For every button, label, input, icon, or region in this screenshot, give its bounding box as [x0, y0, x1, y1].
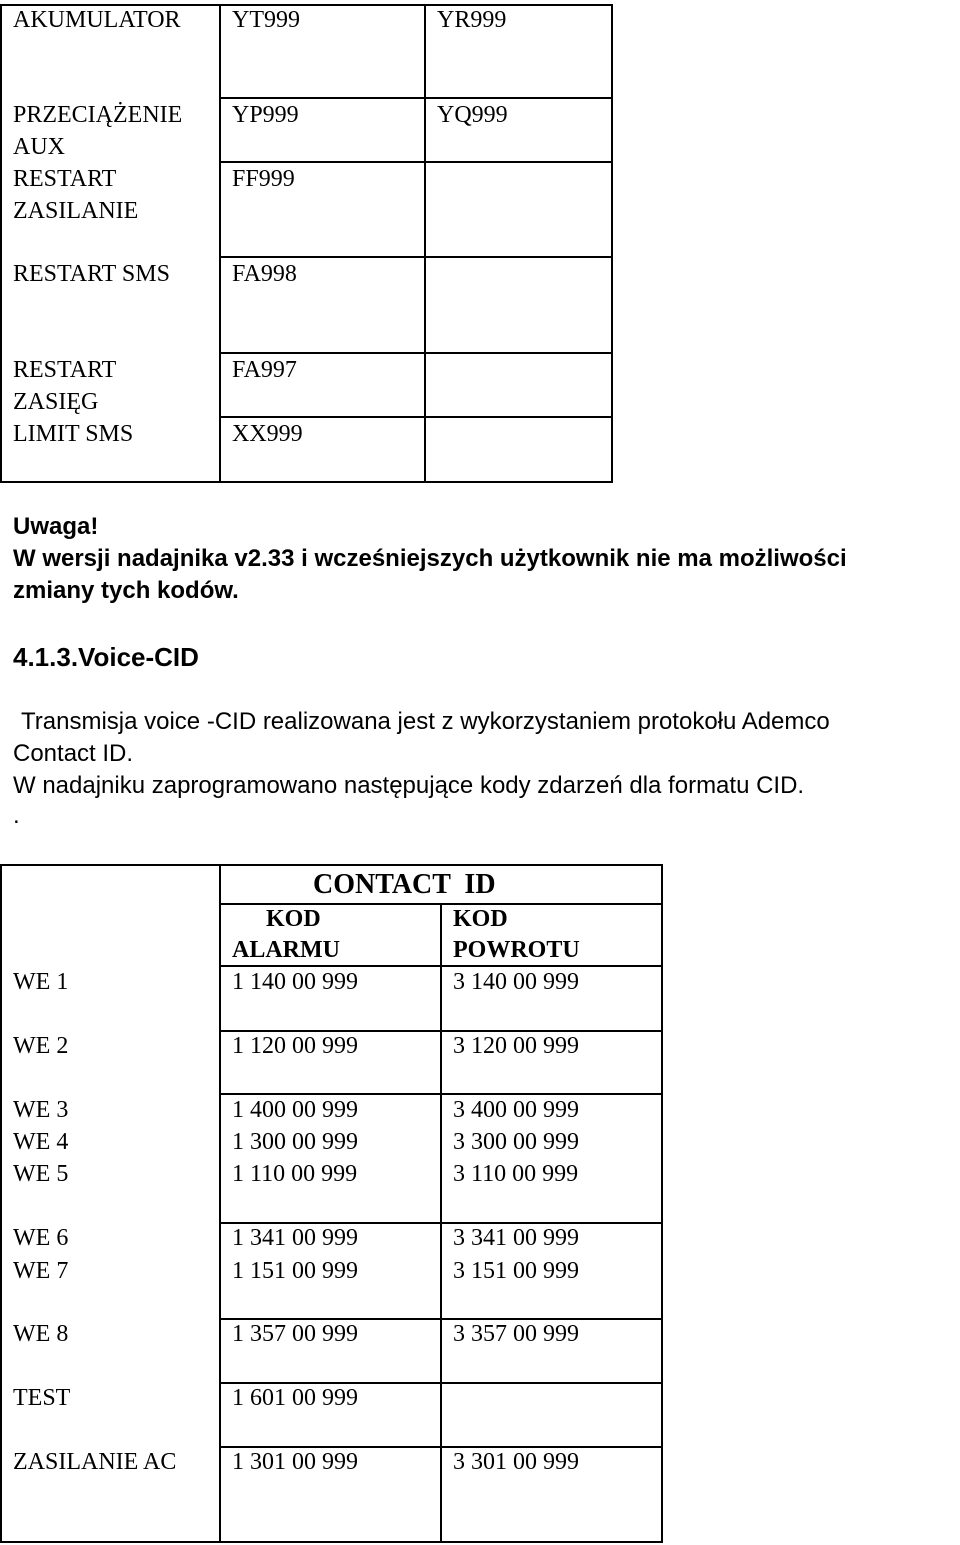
table-border — [0, 4, 2, 483]
column-header-alarm: KOD — [266, 906, 321, 932]
event-code: FA997 — [232, 357, 297, 383]
column-header-alarm: ALARMU — [232, 937, 340, 963]
input-label: WE 7 — [13, 1258, 69, 1284]
input-label: WE 2 — [13, 1033, 69, 1059]
event-code: YP999 — [232, 102, 299, 128]
event-name: LIMIT SMS — [13, 421, 134, 447]
paragraph: W nadajniku zaprogramowano następujące kody zdarzeń dla formatu CID. — [13, 772, 805, 799]
table-title: CONTACT ID — [313, 869, 496, 900]
restore-code: 3 341 00 999 — [453, 1225, 579, 1251]
alarm-code: 1 151 00 999 — [232, 1258, 358, 1284]
restore-code: 3 300 00 999 — [453, 1129, 579, 1155]
alarm-code: 1 120 00 999 — [232, 1033, 358, 1059]
event-name: PRZECIĄŻENIE — [13, 102, 183, 128]
note-text: W wersji nadajnika v2.33 i wcześniejszych użytkownik nie ma możliwości — [13, 545, 847, 572]
alarm-code: 1 110 00 999 — [232, 1161, 358, 1187]
restore-code: 3 400 00 999 — [453, 1097, 579, 1123]
input-label: TEST — [13, 1385, 71, 1411]
section-heading: 4.1.3.Voice-CID — [13, 642, 199, 672]
note-text: zmiany tych kodów. — [13, 577, 239, 604]
restore-code: 3 301 00 999 — [453, 1449, 579, 1475]
event-code: XX999 — [232, 421, 303, 447]
alarm-code: 1 301 00 999 — [232, 1449, 358, 1475]
input-label: WE 5 — [13, 1161, 69, 1187]
restore-code: 3 140 00 999 — [453, 969, 579, 995]
alarm-code: 1 341 00 999 — [232, 1225, 358, 1251]
input-label: WE 6 — [13, 1225, 69, 1251]
column-header-restore: POWROTU — [453, 937, 580, 963]
note-title: Uwaga! — [13, 513, 99, 540]
paragraph: . — [13, 802, 20, 829]
table-border — [0, 864, 663, 866]
restore-code: 3 151 00 999 — [453, 1258, 579, 1284]
event-name: RESTART SMS — [13, 261, 170, 287]
paragraph: Transmisja voice -CID realizowana jest z wykorzystaniem protokołu Ademco — [21, 708, 830, 735]
input-label: WE 4 — [13, 1129, 69, 1155]
input-label: WE 1 — [13, 969, 69, 995]
restore-code: 3 120 00 999 — [453, 1033, 579, 1059]
event-name: RESTART — [13, 166, 117, 192]
event-code: YQ999 — [437, 102, 508, 128]
table-border — [611, 4, 613, 483]
table-border — [0, 1541, 663, 1543]
table-border — [424, 4, 426, 483]
event-name: ZASIĘG — [13, 389, 99, 415]
table-border — [0, 864, 2, 1543]
paragraph: Contact ID. — [13, 740, 134, 767]
column-header-restore: KOD — [453, 906, 508, 932]
alarm-code: 1 601 00 999 — [232, 1385, 358, 1411]
event-name: ZASILANIE — [13, 198, 139, 224]
event-code: YT999 — [232, 7, 300, 33]
event-code: FF999 — [232, 166, 295, 192]
alarm-code: 1 400 00 999 — [232, 1097, 358, 1123]
restore-code: 3 357 00 999 — [453, 1321, 579, 1347]
event-name: AKUMULATOR — [13, 7, 181, 33]
input-label: WE 8 — [13, 1321, 69, 1347]
table-border — [219, 4, 221, 483]
event-code: YR999 — [437, 7, 507, 33]
table-border — [0, 481, 613, 483]
alarm-code: 1 140 00 999 — [232, 969, 358, 995]
alarm-code: 1 357 00 999 — [232, 1321, 358, 1347]
event-code: FA998 — [232, 261, 297, 287]
event-name: RESTART — [13, 357, 117, 383]
restore-code: 3 110 00 999 — [453, 1161, 579, 1187]
event-name: AUX — [13, 134, 65, 160]
alarm-code: 1 300 00 999 — [232, 1129, 358, 1155]
input-label: ZASILANIE AC — [13, 1449, 177, 1475]
input-label: WE 3 — [13, 1097, 69, 1123]
